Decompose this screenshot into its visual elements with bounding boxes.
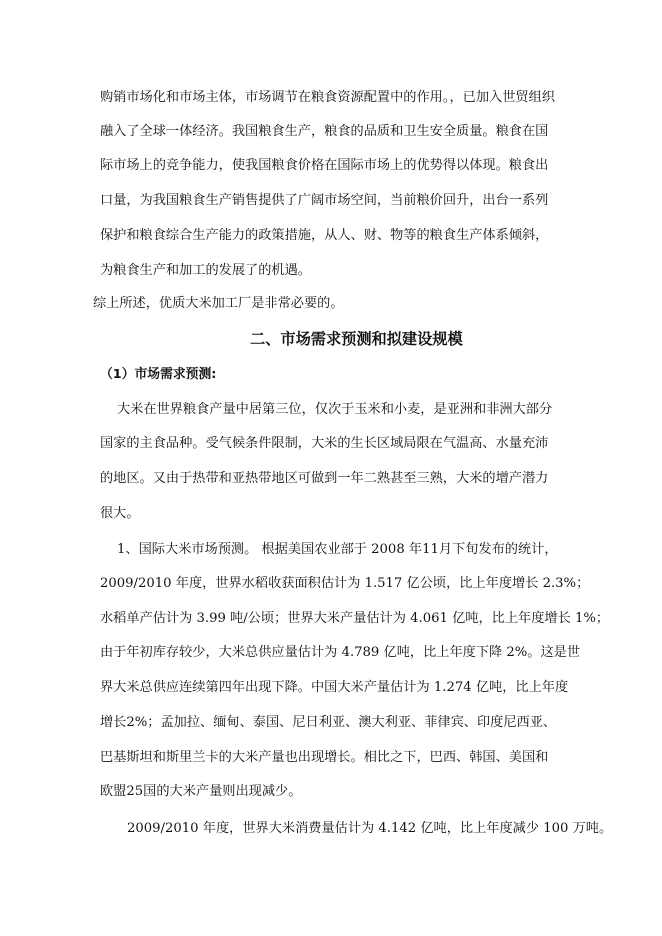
intro-line-4: 口量，为我国粮食生产销售提供了广阔市场空间，当前粮价回升，出台一系列 [100, 193, 549, 208]
para2-line-2: 2009/2010 年度，世界水稻收获面积估计为 1.517 亿公顷，比上年度增长 2.3%； [100, 576, 590, 591]
para1-line-2: 国家的主食品种。受气候条件限制，大米的生长区域局限在气温高、水量充沛 [100, 436, 549, 451]
para2-line-7: 巴基斯坦和斯里兰卡的大米产量也出现增长。相比之下，巴西、韩国、美国和 [100, 750, 549, 765]
para2-line-3: 水稻单产估计为 3.99 吨/公顷；世界大米产量估计为 4.061 亿吨，比上年度增长 1%； [100, 611, 610, 626]
para3-line-1: 2009/2010 年度，世界大米消费量估计为 4.142 亿吨，比上年度减少 100 万吨。 [127, 821, 613, 836]
para2-line-1: 1、国际大米市场预测。 根据美国农业部于 2008 年11月下旬发布的统计， [117, 542, 558, 557]
para2-line-8: 欧盟25国的大米产量则出现减少。 [100, 784, 302, 799]
intro-line-2: 融入了全球一体经济。我国粮食生产，粮食的品质和卫生安全质量。粮食在国 [100, 124, 549, 139]
section-title: 二、市场需求预测和拟建设规模 [250, 330, 463, 348]
para2-line-4: 由于年初库存较少，大米总供应量估计为 4.789 亿吨，比上年度下降 2%。这是世 [100, 645, 581, 660]
intro-line-1: 购销市场化和市场主体，市场调节在粮食资源配置中的作用。，已加入世贸组织 [100, 90, 555, 105]
para2-line-5: 界大米总供应连续第四年出现下降。中国大米产量估计为 1.274 亿吨，比上年度 [100, 680, 569, 695]
para1-line-3: 的地区。又由于热带和亚热带地区可做到一年二熟甚至三熟，大米的增产潜力 [100, 471, 549, 486]
intro-line-3: 际市场上的竞争能力，使我国粮食价格在国际市场上的优势得以体现。粮食出 [100, 158, 549, 173]
intro-line-6: 为粮食生产和加工的发展了的机遇。 [100, 263, 311, 278]
intro-line-5: 保护和粮食综合生产能力的政策措施，从人、财、物等的粮食生产体系倾斜， [100, 228, 549, 243]
para2-line-6: 增长2%；孟加拉、缅甸、泰国、尼日利亚、澳大利亚、菲律宾、印度尼西亚、 [100, 715, 557, 730]
para1-line-4: 很大。 [100, 506, 140, 521]
conclusion-line: 综上所述，优质大米加工厂是非常必要的。 [93, 296, 344, 311]
para1-line-1: 大米在世界粮食产量中居第三位，仅次于玉米和小麦，是亚洲和非洲大部分 [117, 402, 553, 417]
subsection-title: （1）市场需求预测: [100, 367, 217, 382]
